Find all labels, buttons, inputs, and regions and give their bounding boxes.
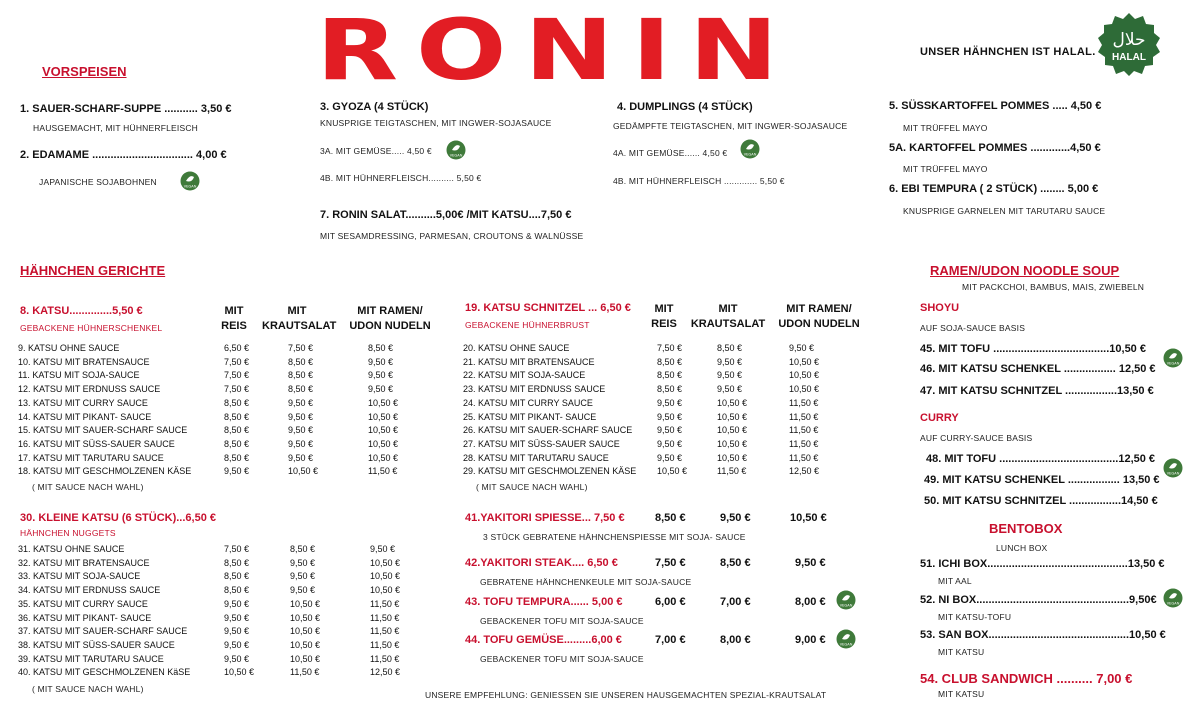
item-2: 2. EDAMAME ................................. 4,00 € bbox=[20, 149, 227, 161]
dish-name: 37. KATSU MIT SAUER-SCHARF SAUCE bbox=[18, 626, 188, 637]
price: 10,50 € bbox=[717, 438, 748, 449]
schnitzel-title: 19. KATSU SCHNITZEL ... 6,50 € bbox=[465, 302, 631, 314]
col-header-ramen: MIT RAMEN/ UDON NUDELN bbox=[778, 303, 860, 330]
price: 7,50 € bbox=[657, 343, 683, 353]
price: 11,50 € bbox=[789, 397, 819, 408]
price: 9,50 € bbox=[795, 557, 826, 569]
item-52: 52. NI BOX..................................................9,50€ bbox=[920, 594, 1157, 606]
shoyu-desc: AUF SOJA-SAUCE BASIS bbox=[920, 323, 1026, 333]
price: 8,50 € bbox=[655, 512, 686, 524]
dish-name: 28. KATSU MIT TARUTARU SAUCE bbox=[463, 452, 609, 463]
price: 8,50 € bbox=[224, 425, 250, 436]
dish-name: 35. KATSU MIT CURRY SAUCE bbox=[18, 598, 148, 609]
schnitzel-note: ( MIT SAUCE NACH WAHL) bbox=[476, 482, 588, 492]
price: 8,50 € bbox=[290, 544, 316, 554]
item-54-desc: MIT KATSU bbox=[938, 689, 985, 699]
price: 12,50 € bbox=[789, 466, 820, 477]
price: 12,50 € bbox=[370, 667, 401, 678]
item-6-desc: KNUSPRIGE GARNELEN MIT TARUTARU SAUCE bbox=[903, 206, 1106, 216]
dish-name: 40. KATSU MIT GESCHMOLZENEN KäSE bbox=[18, 667, 191, 678]
price: 11,50 € bbox=[370, 612, 400, 623]
price: 9,50 € bbox=[224, 653, 250, 664]
item-50: 50. MIT KATSU SCHNITZEL .................14,50 € bbox=[924, 495, 1158, 507]
price: 10,50 € bbox=[368, 411, 399, 422]
item-4b: 4B. MIT HÜHNERFLEISCH ............. 5,50 € bbox=[613, 176, 785, 186]
item-51-desc: MIT AAL bbox=[938, 576, 972, 586]
price: 10,50 € bbox=[290, 612, 321, 623]
dish-name: 14. KATSU MIT PIKANT- SAUCE bbox=[18, 411, 152, 422]
section-vorspeisen-title: VORSPEISEN bbox=[42, 64, 127, 79]
item-2-desc: JAPANISCHE SOJABOHNEN bbox=[39, 177, 157, 187]
price: 8,50 € bbox=[224, 397, 250, 408]
svg-text:VEGAN: VEGAN bbox=[1166, 471, 1180, 476]
price: 9,50 € bbox=[368, 356, 394, 367]
item-52-desc: MIT KATSU-TOFU bbox=[938, 612, 1012, 622]
price: 11,50 € bbox=[370, 653, 400, 664]
halal-arabic: حلال bbox=[1112, 30, 1146, 50]
price: 10,50 € bbox=[290, 639, 321, 650]
price: 9,50 € bbox=[224, 626, 250, 637]
dish-name: 17. KATSU MIT TARUTARU SAUCE bbox=[18, 452, 164, 463]
curry-desc: AUF CURRY-SAUCE BASIS bbox=[920, 433, 1033, 443]
halal-badge-label: HALAL bbox=[1112, 52, 1146, 63]
dish-name: 21. KATSU MIT BRATENSAUCE bbox=[463, 356, 595, 367]
item-6: 6. EBI TEMPURA ( 2 STÜCK) ........ 5,00 € bbox=[889, 183, 1099, 195]
item-42-desc: GEBRATENE HÄHNCHENKEULE MIT SOJA-SAUCE bbox=[480, 577, 692, 587]
price: 9,50 € bbox=[368, 370, 394, 381]
item-41: 41.YAKITORI SPIESSE... 7,50 € bbox=[465, 512, 625, 524]
col-header-reis: MIT REIS bbox=[651, 303, 677, 330]
item-51: 51. ICHI BOX..............................................13,50 € bbox=[920, 558, 1165, 570]
katsu-title: 8. KATSU..............5,50 € bbox=[20, 305, 143, 317]
price: 11,50 € bbox=[789, 425, 819, 436]
price: 7,50 € bbox=[655, 557, 686, 569]
price: 10,50 € bbox=[290, 626, 321, 637]
price: 9,50 € bbox=[657, 397, 683, 408]
svg-text:VEGAN: VEGAN bbox=[1166, 601, 1180, 606]
price: 9,50 € bbox=[717, 370, 743, 381]
katsu-note: ( MIT SAUCE NACH WAHL) bbox=[32, 482, 144, 492]
price: 8,00 € bbox=[795, 596, 826, 608]
item-3-desc: KNUSPRIGE TEIGTASCHEN, MIT INGWER-SOJASAUCE bbox=[320, 118, 552, 128]
dish-name: 20. KATSU OHNE SAUCE bbox=[463, 343, 570, 353]
svg-text:VEGAN: VEGAN bbox=[839, 642, 853, 647]
vegan-icon bbox=[836, 629, 856, 654]
price: 9,50 € bbox=[288, 452, 314, 463]
item-4: 4. DUMPLINGS (4 STÜCK) bbox=[617, 101, 753, 113]
price: 9,50 € bbox=[288, 438, 314, 449]
dish-name: 29. KATSU MIT GESCHMOLZENEN KÄSE bbox=[463, 466, 637, 477]
item-7: 7. RONIN SALAT..........5,00€ /MIT KATSU....7,50 € bbox=[320, 209, 572, 221]
price: 9,50 € bbox=[290, 585, 316, 596]
price: 7,50 € bbox=[224, 370, 250, 381]
kleine-katsu-title: 30. KLEINE KATSU (6 STÜCK)...6,50 € bbox=[20, 512, 217, 524]
price: 11,50 € bbox=[368, 466, 398, 477]
col-header-krautsalat: MIT KRAUTSALAT bbox=[262, 305, 337, 332]
item-43: 43. TOFU TEMPURA...... 5,00 € bbox=[465, 596, 623, 608]
recommendation: UNSERE EMPFEHLUNG: GENIESSEN SIE UNSEREN HAUSGEMACHTEN SPEZIAL-KRAUTSALAT bbox=[425, 690, 827, 700]
price: 10,50 € bbox=[224, 667, 255, 678]
item-43-desc: GEBACKENER TOFU MIT SOJA-SAUCE bbox=[480, 616, 644, 626]
price: 9,50 € bbox=[657, 411, 683, 422]
dish-name: 22. KATSU MIT SOJA-SAUCE bbox=[463, 370, 586, 381]
dish-name: 24. KATSU MIT CURRY SAUCE bbox=[463, 397, 593, 408]
item-44: 44. TOFU GEMÜSE.........6,00 € bbox=[465, 634, 622, 646]
price: 9,50 € bbox=[224, 639, 250, 650]
svg-text:VEGAN: VEGAN bbox=[449, 153, 463, 158]
price: 10,50 € bbox=[368, 438, 399, 449]
price: 8,50 € bbox=[224, 438, 250, 449]
price: 10,50 € bbox=[789, 370, 820, 381]
price: 10,50 € bbox=[290, 598, 321, 609]
col-header-ramen: MIT RAMEN/ UDON NUDELN bbox=[349, 305, 431, 332]
price: 10,50 € bbox=[290, 653, 321, 664]
price: 9,50 € bbox=[288, 411, 314, 422]
item-54: 54. CLUB SANDWICH .......... 7,00 € bbox=[920, 671, 1133, 686]
dish-name: 18. KATSU MIT GESCHMOLZENEN KÄSE bbox=[18, 466, 192, 477]
restaurant-logo: RONIN bbox=[316, 1, 797, 99]
price: 11,50 € bbox=[370, 626, 400, 637]
item-49: 49. MIT KATSU SCHENKEL ................. 13,50 € bbox=[924, 474, 1160, 486]
price: 7,50 € bbox=[224, 544, 250, 554]
item-44-desc: GEBACKENER TOFU MIT SOJA-SAUCE bbox=[480, 654, 644, 664]
price: 9,50 € bbox=[290, 557, 316, 568]
svg-text:VEGAN: VEGAN bbox=[839, 603, 853, 608]
dish-name: 36. KATSU MIT PIKANT- SAUCE bbox=[18, 612, 152, 623]
dish-name: 9. KATSU OHNE SAUCE bbox=[18, 343, 120, 353]
price: 9,50 € bbox=[789, 343, 815, 353]
price: 10,50 € bbox=[288, 466, 319, 477]
item-5a-desc: MIT TRÜFFEL MAYO bbox=[903, 164, 988, 174]
item-1-desc: HAUSGEMACHT, MIT HÜHNERFLEISCH bbox=[33, 123, 198, 133]
price: 8,00 € bbox=[720, 634, 751, 646]
vegan-icon bbox=[446, 140, 466, 165]
col-header-reis: MIT REIS bbox=[221, 305, 247, 332]
shoyu-title: SHOYU bbox=[920, 302, 960, 314]
price: 8,50 € bbox=[224, 557, 250, 568]
item-42: 42.YAKITORI STEAK.... 6,50 € bbox=[465, 557, 618, 569]
dish-name: 34. KATSU MIT ERDNUSS SAUCE bbox=[18, 585, 161, 596]
curry-title: CURRY bbox=[920, 412, 959, 424]
price: 10,50 € bbox=[790, 512, 827, 524]
item-3b: 4B. MIT HÜHNERFLEISCH.......... 5,50 € bbox=[320, 173, 482, 183]
dish-name: 23. KATSU MIT ERDNUSS SAUCE bbox=[463, 384, 606, 395]
dish-name: 16. KATSU MIT SÜSS-SAUER SAUCE bbox=[18, 438, 175, 449]
price: 7,50 € bbox=[288, 343, 314, 353]
price: 9,50 € bbox=[717, 384, 743, 395]
vegan-icon bbox=[836, 590, 856, 615]
item-5a: 5A. KARTOFFEL POMMES .............4,50 € bbox=[889, 142, 1101, 154]
price: 9,50 € bbox=[368, 384, 394, 395]
price: 11,50 € bbox=[789, 452, 819, 463]
dish-name: 27. KATSU MIT SÜSS-SAUER SAUCE bbox=[463, 438, 620, 449]
price: 10,50 € bbox=[789, 384, 820, 395]
price: 10,50 € bbox=[368, 425, 399, 436]
vegan-icon bbox=[180, 171, 200, 196]
price: 8,50 € bbox=[224, 411, 250, 422]
dish-name: 15. KATSU MIT SAUER-SCHARF SAUCE bbox=[18, 425, 188, 436]
price: 11,50 € bbox=[370, 598, 400, 609]
price: 8,50 € bbox=[224, 452, 250, 463]
price: 6,50 € bbox=[224, 343, 250, 353]
price: 9,50 € bbox=[657, 452, 683, 463]
item-4-desc: GEDÄMPFTE TEIGTASCHEN, MIT INGWER-SOJASAUCE bbox=[613, 121, 848, 131]
price: 10,50 € bbox=[370, 571, 401, 582]
ramen-desc: MIT PACKCHOI, BAMBUS, MAIS, ZWIEBELN bbox=[962, 282, 1145, 292]
halal-badge-icon bbox=[1097, 12, 1161, 76]
dish-name: 31. KATSU OHNE SAUCE bbox=[18, 544, 125, 554]
item-53-desc: MIT KATSU bbox=[938, 647, 985, 657]
item-45: 45. MIT TOFU ......................................10,50 € bbox=[920, 343, 1146, 355]
price: 10,50 € bbox=[370, 585, 401, 596]
dish-name: 39. KATSU MIT TARUTARU SAUCE bbox=[18, 653, 164, 664]
kleine-katsu-note: ( MIT SAUCE NACH WAHL) bbox=[32, 684, 144, 694]
item-5: 5. SÜSSKARTOFFEL POMMES ..... 4,50 € bbox=[889, 100, 1102, 112]
price: 6,00 € bbox=[655, 596, 686, 608]
item-46: 46. MIT KATSU SCHENKEL ................. 12,50 € bbox=[920, 363, 1156, 375]
vegan-icon bbox=[740, 139, 760, 164]
schnitzel-desc: GEBACKENE HÜHNERBRUST bbox=[465, 320, 590, 330]
price: 8,50 € bbox=[657, 356, 683, 367]
dish-name: 38. KATSU MIT SÜSS-SAUER SAUCE bbox=[18, 639, 175, 650]
price: 10,50 € bbox=[368, 397, 399, 408]
price: 8,50 € bbox=[657, 370, 683, 381]
dish-name: 12. KATSU MIT ERDNUSS SAUCE bbox=[18, 384, 161, 395]
price: 7,50 € bbox=[224, 356, 250, 367]
dish-name: 25. KATSU MIT PIKANT- SAUCE bbox=[463, 411, 597, 422]
dish-name: 32. KATSU MIT BRATENSAUCE bbox=[18, 557, 150, 568]
vegan-icon bbox=[1163, 458, 1183, 483]
item-1: 1. SAUER-SCHARF-SUPPE ........... 3,50 € bbox=[20, 103, 232, 115]
price: 10,50 € bbox=[368, 452, 399, 463]
price: 10,50 € bbox=[789, 356, 820, 367]
price: 8,50 € bbox=[717, 343, 743, 353]
price: 8,50 € bbox=[657, 384, 683, 395]
price: 10,50 € bbox=[717, 425, 748, 436]
price: 8,50 € bbox=[288, 384, 314, 395]
section-ramen-title: RAMEN/UDON NOODLE SOUP bbox=[930, 263, 1120, 278]
svg-text:VEGAN: VEGAN bbox=[183, 184, 197, 189]
price: 8,50 € bbox=[368, 343, 394, 353]
item-48: 48. MIT TOFU .......................................12,50 € bbox=[926, 453, 1156, 465]
price: 9,50 € bbox=[224, 466, 250, 477]
price: 7,00 € bbox=[720, 596, 751, 608]
item-41-desc: 3 STÜCK GEBRATENE HÄHNCHENSPIESSE MIT SOJA- SAUCE bbox=[483, 532, 746, 542]
price: 9,50 € bbox=[657, 425, 683, 436]
price: 9,50 € bbox=[720, 512, 751, 524]
price: 9,50 € bbox=[657, 438, 683, 449]
dish-name: 10. KATSU MIT BRATENSAUCE bbox=[18, 356, 150, 367]
vegan-icon bbox=[1163, 348, 1183, 373]
price: 9,50 € bbox=[224, 598, 250, 609]
price: 8,50 € bbox=[720, 557, 751, 569]
item-4a: 4A. MIT GEMÜSE...... 4,50 € bbox=[613, 148, 728, 158]
dish-name: 11. KATSU MIT SOJA-SAUCE bbox=[18, 370, 140, 381]
item-3: 3. GYOZA (4 STÜCK) bbox=[320, 101, 429, 113]
price: 9,50 € bbox=[288, 397, 314, 408]
svg-text:VEGAN: VEGAN bbox=[743, 152, 757, 157]
price: 11,50 € bbox=[717, 466, 747, 477]
katsu-desc: GEBACKENE HÜHNERSCHENKEL bbox=[20, 323, 163, 333]
price: 9,50 € bbox=[717, 356, 743, 367]
price: 8,50 € bbox=[288, 356, 314, 367]
price: 10,50 € bbox=[370, 557, 401, 568]
item-53: 53. SAN BOX..............................................10,50 € bbox=[920, 629, 1166, 641]
dish-name: 13. KATSU MIT CURRY SAUCE bbox=[18, 397, 148, 408]
vegan-icon bbox=[1163, 588, 1183, 613]
price: 9,50 € bbox=[224, 612, 250, 623]
price: 8,50 € bbox=[224, 585, 250, 596]
price: 11,50 € bbox=[789, 411, 819, 422]
price: 10,50 € bbox=[717, 397, 748, 408]
price: 11,50 € bbox=[370, 639, 400, 650]
price: 7,50 € bbox=[224, 384, 250, 395]
price: 11,50 € bbox=[789, 438, 819, 449]
item-5-desc: MIT TRÜFFEL MAYO bbox=[903, 123, 988, 133]
item-7-desc: MIT SESAMDRESSING, PARMESAN, CROUTONS & WALNÜSSE bbox=[320, 231, 584, 241]
item-47: 47. MIT KATSU SCHNITZEL .................13,50 € bbox=[920, 385, 1154, 397]
section-bento-title: BENTOBOX bbox=[989, 521, 1063, 536]
kleine-katsu-desc: HÄHNCHEN NUGGETS bbox=[20, 528, 116, 538]
halal-note: UNSER HÄHNCHEN IST HALAL. bbox=[920, 46, 1096, 58]
price: 11,50 € bbox=[290, 667, 320, 678]
bento-desc: LUNCH BOX bbox=[996, 543, 1048, 553]
dish-name: 33. KATSU MIT SOJA-SAUCE bbox=[18, 571, 141, 582]
price: 10,50 € bbox=[717, 452, 748, 463]
price: 10,50 € bbox=[657, 466, 688, 477]
price: 9,50 € bbox=[370, 544, 396, 554]
svg-text:VEGAN: VEGAN bbox=[1166, 361, 1180, 366]
price: 8,50 € bbox=[224, 571, 250, 582]
dish-name: 26. KATSU MIT SAUER-SCHARF SAUCE bbox=[463, 425, 633, 436]
price: 8,50 € bbox=[288, 370, 314, 381]
price: 7,00 € bbox=[655, 634, 686, 646]
price: 9,50 € bbox=[288, 425, 314, 436]
price: 10,50 € bbox=[717, 411, 748, 422]
col-header-krautsalat: MIT KRAUTSALAT bbox=[690, 303, 766, 330]
price: 9,50 € bbox=[290, 571, 316, 582]
item-3a: 3A. MIT GEMÜSE..... 4,50 € bbox=[320, 146, 432, 156]
section-haehnchen-title: HÄHNCHEN GERICHTE bbox=[20, 263, 166, 278]
price: 9,00 € bbox=[795, 634, 826, 646]
